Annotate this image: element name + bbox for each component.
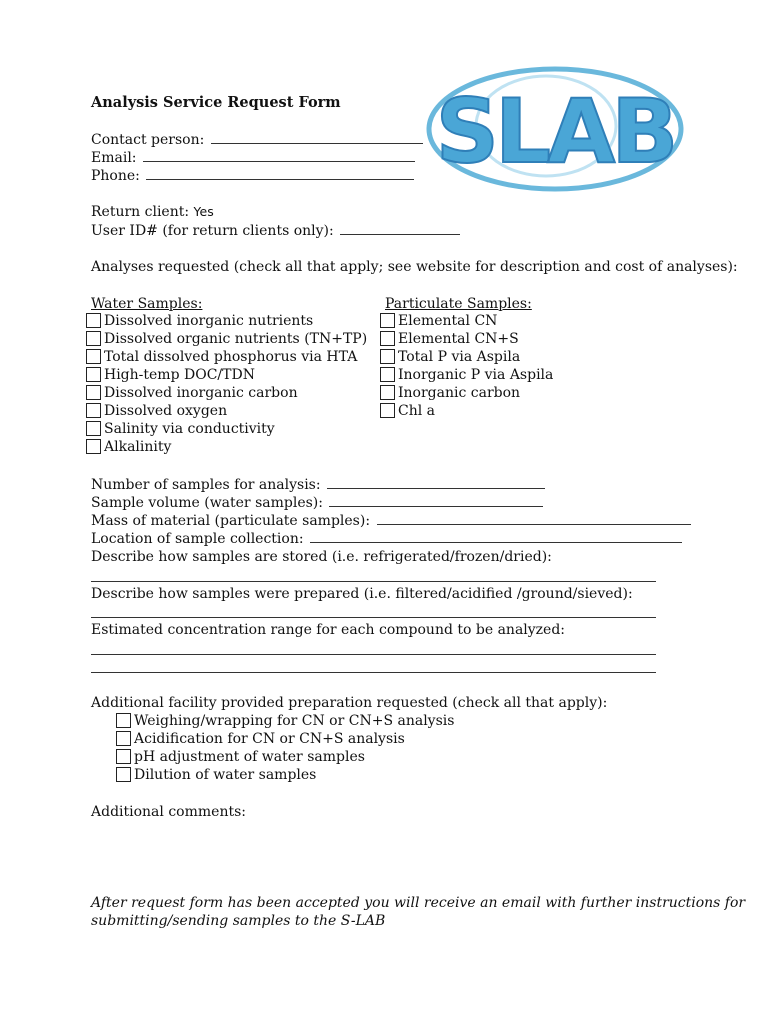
return-client-row	[91, 203, 214, 221]
water-samples-heading: Water Samples:	[91, 296, 203, 312]
return-client-value[interactable]: Yes	[193, 204, 214, 219]
return-client-label: Return client:	[91, 204, 190, 220]
concentration-field-line-1[interactable]	[91, 654, 656, 655]
contact-person-field[interactable]	[211, 131, 423, 144]
logo-text: SLAB	[435, 80, 675, 183]
user-id-field[interactable]	[340, 222, 460, 235]
water-item[interactable]: Dissolved inorganic carbon	[86, 384, 367, 402]
prepared-label: Describe how samples were prepared (i.e. filtered/acidified /ground/sieved):	[91, 586, 633, 602]
contact-person-label: Contact person:	[91, 132, 205, 148]
sample-volume-row	[91, 494, 543, 512]
page-title: Analysis Service Request Form	[91, 94, 341, 111]
checkbox[interactable]	[86, 421, 101, 436]
checkbox[interactable]	[380, 385, 395, 400]
concentration-field-line-2[interactable]	[91, 672, 656, 673]
sample-number-field[interactable]	[327, 476, 545, 489]
sample-location-field[interactable]	[310, 530, 682, 543]
contact-person-row	[91, 131, 423, 149]
checkbox[interactable]	[380, 349, 395, 364]
email-row	[91, 149, 415, 167]
user-id-label: User ID# (for return clients only):	[91, 223, 334, 239]
water-item[interactable]: Dissolved inorganic nutrients	[86, 312, 367, 330]
checkbox[interactable]	[380, 313, 395, 328]
footer-line-1: After request form has been accepted you will receive an email with further instructions for	[91, 895, 746, 911]
checkbox[interactable]	[116, 767, 131, 782]
sample-volume-label: Sample volume (water samples):	[91, 495, 323, 511]
particulate-item[interactable]: Chl a	[380, 402, 553, 420]
particulate-item[interactable]: Total P via Aspila	[380, 348, 553, 366]
sample-volume-field[interactable]	[329, 494, 543, 507]
particulate-samples-heading: Particulate Samples:	[385, 296, 532, 312]
particulate-item[interactable]: Elemental CN+S	[380, 330, 553, 348]
sample-location-row	[91, 530, 682, 548]
checkbox[interactable]	[86, 439, 101, 454]
prep-item[interactable]: pH adjustment of water samples	[116, 748, 454, 766]
water-samples-list	[86, 312, 367, 456]
prep-item[interactable]: Acidification for CN or CN+S analysis	[116, 730, 454, 748]
prep-item[interactable]: Weighing/wrapping for CN or CN+S analysis	[116, 712, 454, 730]
checkbox[interactable]	[86, 403, 101, 418]
user-id-row	[91, 222, 460, 240]
water-item[interactable]: Dissolved oxygen	[86, 402, 367, 420]
checkbox[interactable]	[116, 749, 131, 764]
checkbox[interactable]	[380, 403, 395, 418]
phone-label: Phone:	[91, 168, 140, 184]
checkbox[interactable]	[116, 731, 131, 746]
water-item[interactable]: Dissolved organic nutrients (TN+TP)	[86, 330, 367, 348]
analyses-intro: Analyses requested (check all that apply; see website for description and cost of analyses):	[91, 259, 738, 275]
checkbox[interactable]	[380, 331, 395, 346]
particulate-item[interactable]: Inorganic P via Aspila	[380, 366, 553, 384]
particulate-item[interactable]: Elemental CN	[380, 312, 553, 330]
comments-label: Additional comments:	[91, 804, 246, 820]
water-item[interactable]: High-temp DOC/TDN	[86, 366, 367, 384]
checkbox[interactable]	[86, 367, 101, 382]
sample-mass-label: Mass of material (particulate samples):	[91, 513, 371, 529]
particulate-samples-list	[380, 312, 553, 420]
sample-number-label: Number of samples for analysis:	[91, 477, 321, 493]
sample-location-label: Location of sample collection:	[91, 531, 304, 547]
water-item[interactable]: Total dissolved phosphorus via HTA	[86, 348, 367, 366]
phone-row	[91, 167, 414, 185]
prepared-field[interactable]	[91, 617, 656, 618]
checkbox[interactable]	[86, 349, 101, 364]
checkbox[interactable]	[116, 713, 131, 728]
email-label: Email:	[91, 150, 137, 166]
water-item[interactable]: Alkalinity	[86, 438, 367, 456]
email-field[interactable]	[143, 149, 415, 162]
prep-item[interactable]: Dilution of water samples	[116, 766, 454, 784]
phone-field[interactable]	[146, 167, 414, 180]
concentration-label: Estimated concentration range for each compound to be analyzed:	[91, 622, 566, 638]
sample-number-row	[91, 476, 545, 494]
particulate-item[interactable]: Inorganic carbon	[380, 384, 553, 402]
water-item[interactable]: Salinity via conductivity	[86, 420, 367, 438]
sample-mass-field[interactable]	[377, 512, 691, 525]
prep-intro: Additional facility provided preparation requested (check all that apply):	[91, 695, 608, 711]
storage-field[interactable]	[91, 581, 656, 582]
slab-logo	[426, 64, 684, 194]
checkbox[interactable]	[380, 367, 395, 382]
storage-label: Describe how samples are stored (i.e. refrigerated/frozen/dried):	[91, 549, 552, 565]
prep-list	[116, 712, 454, 784]
checkbox[interactable]	[86, 385, 101, 400]
checkbox[interactable]	[86, 331, 101, 346]
footer-line-2: submitting/sending samples to the S-LAB	[91, 913, 386, 929]
checkbox[interactable]	[86, 313, 101, 328]
sample-mass-row	[91, 512, 691, 530]
